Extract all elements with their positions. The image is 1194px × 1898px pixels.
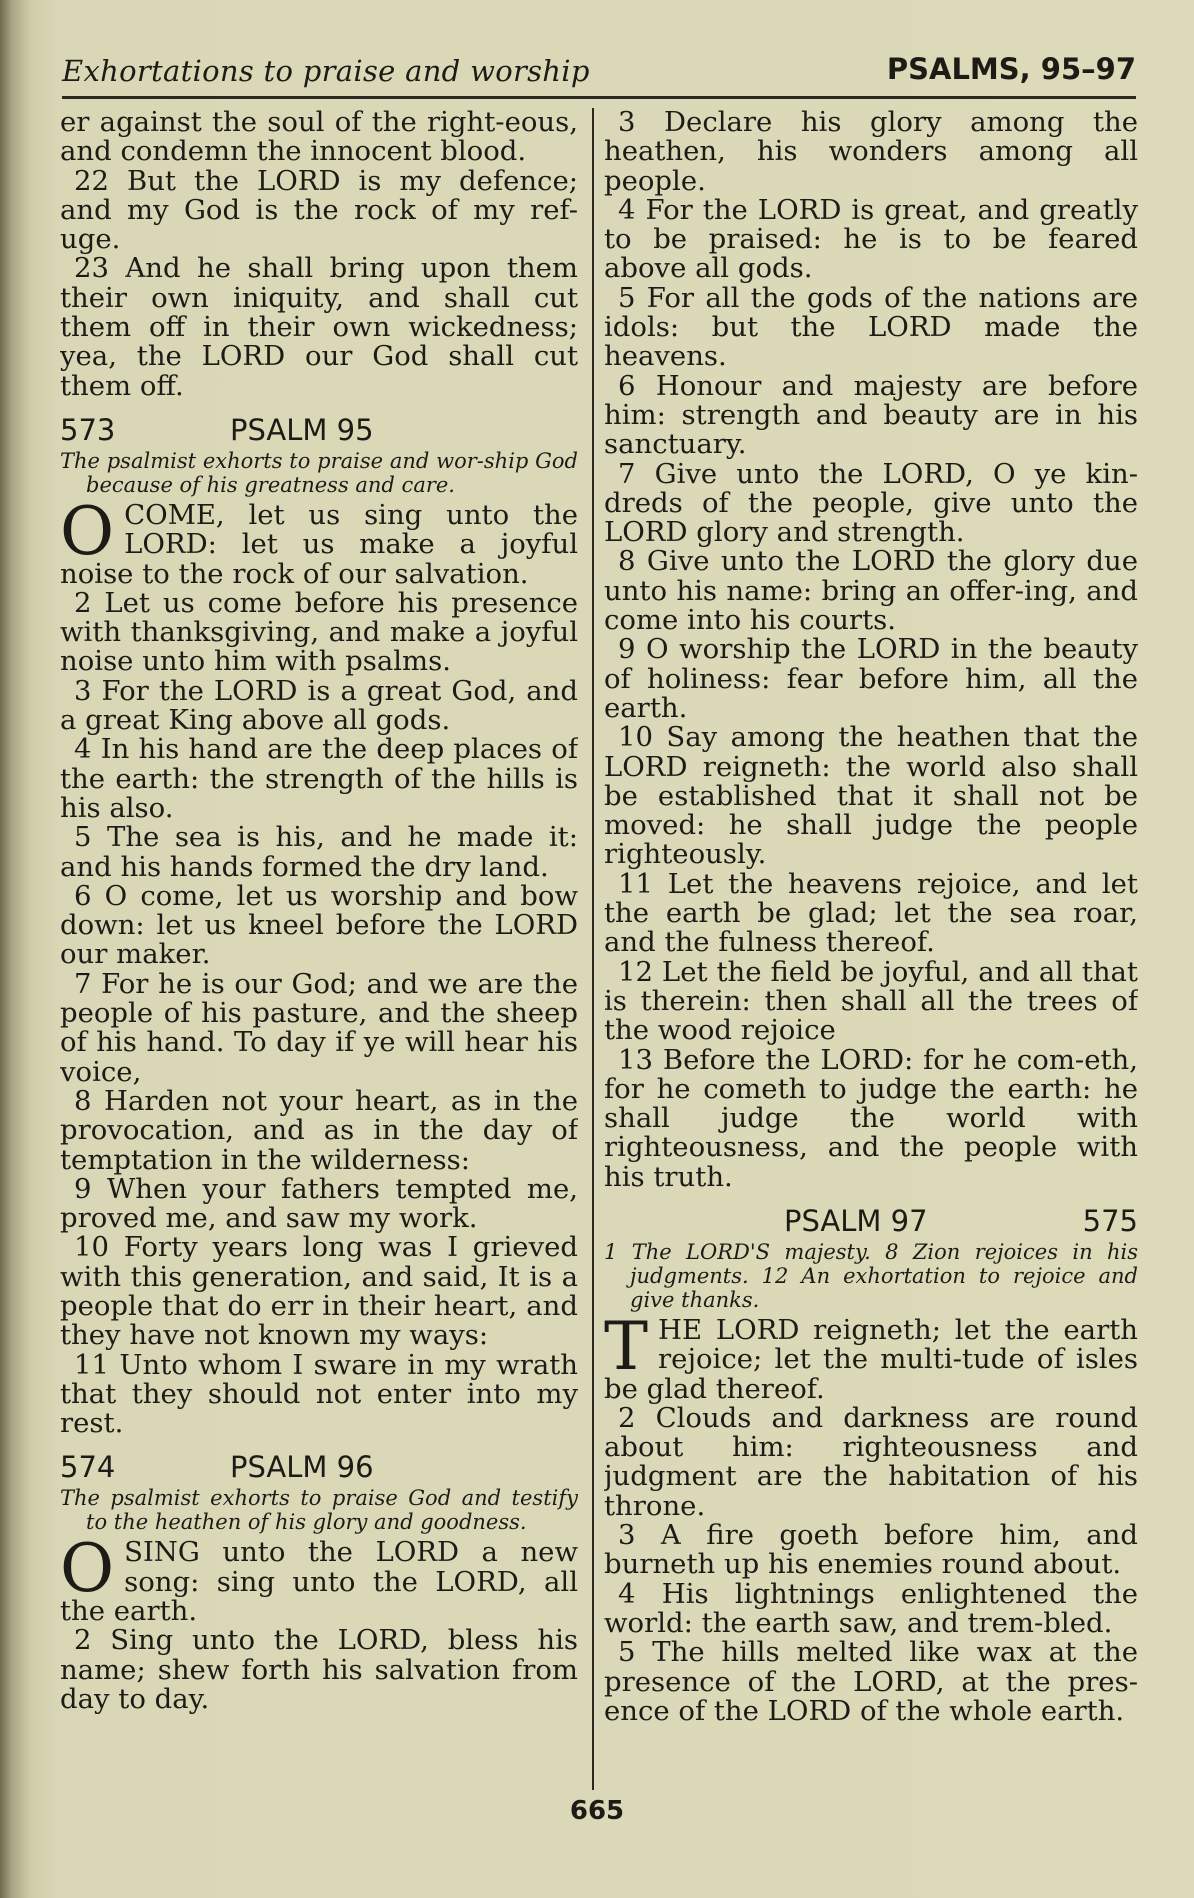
verse-paragraph: 6 O come, let us worship and bow down: let us kneel before the LORD our maker.: [60, 879, 578, 971]
verse-paragraph: 22 But the LORD is my defence; and my God is the rock of my ref-uge.: [60, 164, 578, 256]
verse-paragraph: 2 Sing unto the LORD, bless his name; shew forth his salvation from day to day.: [60, 1624, 578, 1715]
hymn-number: 575: [1082, 1203, 1138, 1238]
psalm-title: PSALM 95: [230, 412, 374, 447]
verse-paragraph: 5 The sea is his, and he made it: and his hands formed the dry land.: [60, 821, 578, 883]
psalm-heading: [60, 413, 578, 447]
verse-paragraph: 5 For all the gods of the nations are idols: but the LORD made the heavens.: [604, 281, 1138, 373]
psalm-summary: The psalmist exhorts to praise God and testify to the heathen of his glory and goodness.: [60, 1486, 578, 1535]
page-number: 665: [569, 1796, 625, 1826]
hymn-number: 574: [60, 1450, 116, 1485]
drop-cap: O: [60, 492, 115, 570]
verse-paragraph: 23 And he shall bring upon them their own iniquity, and shall cut them off in their own wickedness; yea, the LORD our God shall cut them off.: [60, 252, 578, 402]
header-right-title: PSALMS, 95–97: [886, 52, 1136, 86]
verse-paragraph: 10 Forty years long was I grieved with this generation, and said, It is a people that do err in their heart, and they have not known my ways:: [60, 1231, 578, 1352]
verse-paragraph: er against the soul of the right-eous, and condemn the innocent blood.: [60, 108, 578, 168]
verse-paragraph: 8 Harden not your heart, as in the provocation, and as in the day of temptation in the wilderness:: [60, 1084, 578, 1176]
verse-paragraph: 9 O worship the LORD in the beauty of holiness: fear before him, all the earth.: [604, 633, 1138, 724]
verse-paragraph: 3 Declare his glory among the heathen, his wonders among all people.: [604, 108, 1138, 197]
verse-paragraph: 7 For he is our God; and we are the people of his pasture, and the sheep of his hand. To day if ye will hear his voice,: [60, 967, 578, 1088]
verse-paragraph: 12 Let the field be joyful, and all that is therein: then shall all the trees of the wood rejoice: [604, 955, 1138, 1047]
column-divider: [592, 108, 594, 1790]
verse-paragraph: 10 Say among the heathen that the LORD reigneth: the world also shall be established that it shall not be moved: he shall judge the people righteously.: [604, 721, 1138, 871]
verse-paragraph: 9 When your fathers tempted me, proved me, and saw my work.: [60, 1172, 578, 1235]
verse-paragraph: 4 For the LORD is great, and greatly to be praised: he is to be feared above all gods.: [604, 193, 1138, 285]
verse-paragraph: 7 Give unto the LORD, O ye kin-dreds of the people, give unto the LORD glory and strength.: [604, 457, 1138, 549]
verse-paragraph: 11 Unto whom I sware in my wrath that they should not enter into my rest.: [60, 1348, 578, 1440]
psalm-summary: The psalmist exhorts to praise and wor-ship God because of his greatness and care.: [60, 448, 578, 497]
verse-paragraph: 6 Honour and majesty are before him: strength and beauty are in his sanctuary.: [604, 369, 1138, 461]
verse-paragraph: 3 For the LORD is a great God, and a great King above all gods.: [60, 674, 578, 737]
verse-paragraph: 11 Let the heavens rejoice, and let the earth be glad; let the sea roar, and the fulness thereof.: [604, 867, 1138, 959]
first-verse: [60, 492, 578, 590]
verse-paragraph: 8 Give unto the LORD the glory due unto his name: bring an offer-ing, and come into his courts.: [604, 545, 1138, 637]
verse-paragraph: 5 The hills melted like wax at the presence of the LORD, at the pres-ence of the LORD of the whole earth.: [604, 1636, 1138, 1727]
hymn-number: 573: [60, 412, 116, 447]
psalm-heading: [604, 1204, 1138, 1238]
right-column: [604, 108, 1138, 1798]
psalm-summary: 1 The LORD'S majesty. 8 Zion rejoices in his judgments. 12 An exhortation to rejoice and give thanks.: [604, 1239, 1138, 1312]
verse-paragraph: 4 In his hand are the deep places of the earth: the strength of the hills is his also.: [60, 733, 578, 824]
psalm-heading: [60, 1450, 578, 1484]
first-verse: [604, 1307, 1138, 1405]
verse-paragraph: 2 Clouds and darkness are round about him: righteousness and judgment are the habitation of his throne.: [604, 1401, 1138, 1522]
drop-cap: O: [60, 1530, 115, 1608]
first-verse-text: COME, let us sing unto the LORD: let us make a joyful noise to the rock of our salvation.: [60, 498, 578, 590]
first-verse: [60, 1530, 578, 1628]
first-verse-text: HE LORD reigneth; let the earth rejoice; let the multi-tude of isles be glad thereof.: [604, 1313, 1138, 1405]
left-column: [60, 108, 578, 1798]
verse-paragraph: 4 His lightnings enlightened the world: the earth saw, and trem-bled.: [604, 1577, 1138, 1639]
verse-paragraph: 13 Before the LORD: for he com-eth, for he cometh to judge the earth: he shall judge the world with righteousness, and the people with his truth.: [604, 1043, 1138, 1193]
verse-paragraph: 3 A fire goeth before him, and burneth up his enemies round about.: [604, 1519, 1138, 1581]
drop-cap: T: [604, 1307, 649, 1385]
psalm-title: PSALM 96: [230, 1450, 374, 1485]
header-left-title: Exhortations to praise and worship: [62, 54, 590, 88]
verse-paragraph: 2 Let us come before his presence with thanksgiving, and make a joyful noise unto him with psalms.: [60, 586, 578, 678]
first-verse-text: SING unto the LORD a new song: sing unto the LORD, all the earth.: [60, 1536, 578, 1628]
psalm-title: PSALM 97: [784, 1203, 928, 1238]
running-header: [62, 52, 1136, 99]
